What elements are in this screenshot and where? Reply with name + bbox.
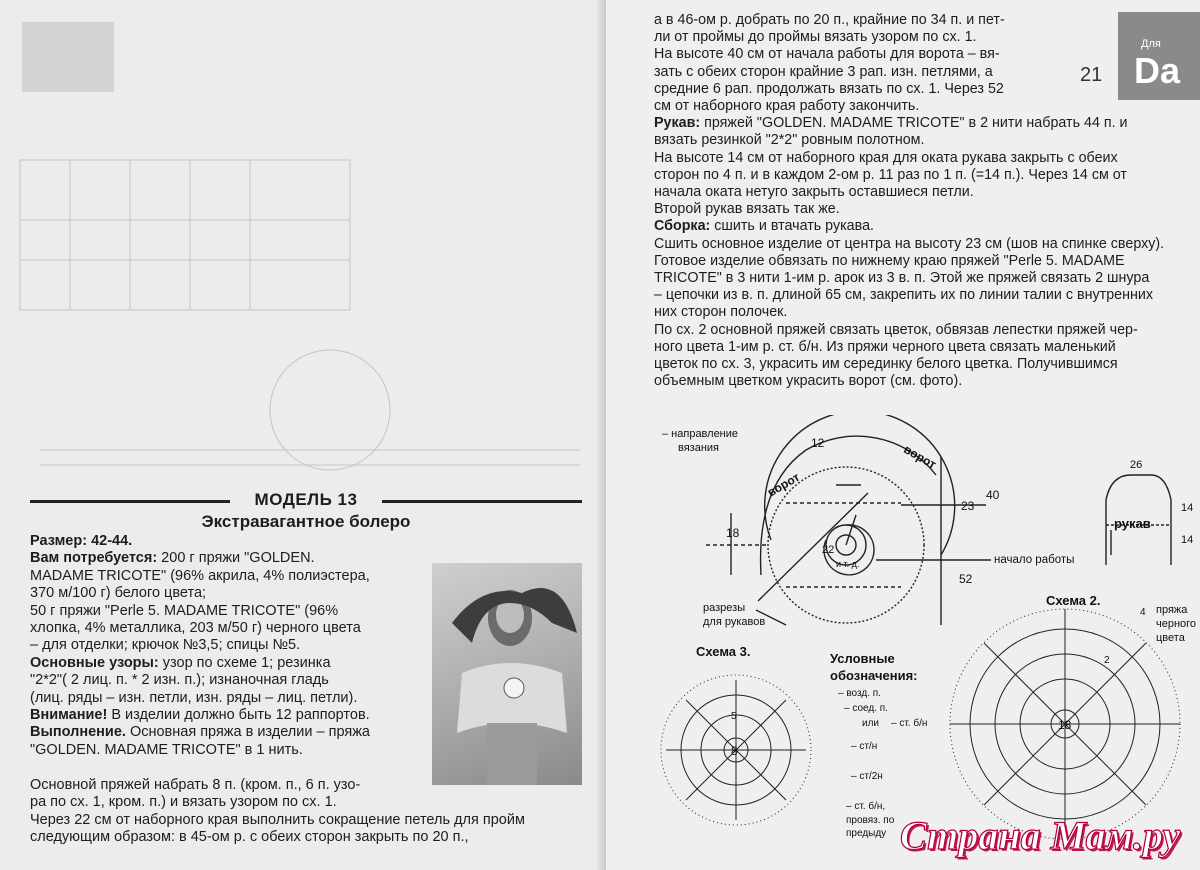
legend-item: или (862, 718, 880, 729)
cuts-label: разрезы (703, 602, 746, 614)
photo-figure (432, 563, 582, 785)
text-line (654, 115, 1200, 132)
scheme-2-note: черного (1156, 618, 1197, 630)
dim-18: 18 (726, 526, 740, 540)
materials-text: 200 г пряжи "GOLDEN. (157, 550, 315, 567)
sleeve-14a: 14 (1181, 502, 1194, 514)
legend (830, 651, 927, 839)
legend-item: – соед. п. (844, 703, 888, 714)
legend-item: – возд. п. (838, 688, 881, 699)
bleed-through-diagram (10, 10, 595, 480)
dim-23: 23 (961, 499, 975, 513)
legend-title: обозначения: (830, 668, 918, 683)
work-line: ра по сх. 1, кром. п.) и вязать узором по сх. 1. (30, 794, 337, 811)
materials-line: 50 г пряжи "Perle 5. MADAME TRICOTE" (96% (30, 602, 339, 619)
materials-line: 370 м/100 г) белого цвета; (30, 585, 207, 602)
text-line: см от наборного края работу закончить. (654, 98, 920, 115)
site-watermark: Страна Мам.ру (900, 813, 1181, 858)
patterns-label: Основные узоры: (30, 654, 159, 671)
patterns-line: "2*2"( 2 лиц. п. * 2 изн. п.); изнаночная гладь (30, 672, 329, 689)
text-line: Сшить основное изделие от центра на высоту 23 см (шов на спинке сверху). (654, 235, 1165, 252)
text-line: зать с обеих сторон крайние 3 рап. изн. петлями, а (654, 63, 993, 80)
text-line: объемным цветком украсить ворот (см. фото). (654, 373, 963, 390)
logo-for-text: Для (1141, 38, 1161, 50)
text-line: ного цвета 1-им р. ст. б/н. Из пряжи черного цвета связать маленький (654, 338, 1116, 355)
start-label: начало работы (994, 554, 1075, 566)
text-line: Готовое изделие обвязать по нижнему краю пряжей "Perle 5. MADAME (654, 252, 1125, 269)
legend-item: – ст. б/н (891, 718, 928, 729)
text-line: Второй рукав вязать так же. (654, 201, 840, 218)
work-line: "GOLDEN. MADAME TRICOTE" в 1 нить. (30, 741, 303, 758)
text-line: начала оката нетуго закрыть оставшиеся петли. (654, 184, 974, 201)
dim-52: 52 (959, 572, 973, 586)
diagrams (606, 415, 1200, 870)
heading-rule-right (382, 500, 582, 503)
pattern-diagram (706, 415, 991, 625)
scheme-2-center: 18 (1058, 718, 1072, 732)
collar-label-left: ворот (765, 469, 803, 500)
text-line: сторон по 4 п. и в каждом 2-ом р. 11 раз по 1 п. (=14 п.). Через 14 см от (654, 166, 1127, 183)
text-line: На высоте 40 см от начала работы для ворота – вя- (654, 46, 1000, 63)
direction-label: вязания (678, 442, 720, 454)
sleeve-label: Рукав: (654, 115, 701, 132)
model-photo (432, 563, 582, 785)
text-line: TRICOTE" в 3 нити 1-им р. арок из 3 в. п. Этой же пряжей связать 2 шнура (654, 270, 1150, 287)
cuts-label: для рукавов (703, 616, 766, 628)
legend-item: – ст/н (851, 741, 878, 752)
text-line: вязать резинкой "2*2" ровным полотном. (654, 132, 925, 149)
work-text: Основная пряжа в изделии – пряжа (125, 724, 370, 741)
model-heading (30, 490, 582, 512)
work-line: Основной пряжей набрать 8 п. (кром. п., 6 п. узо- (30, 777, 361, 793)
materials-label: Вам потребуется: (30, 550, 158, 567)
text-line: цветок по сх. 3, украсить им серединку белого цветка. Получившимся (654, 356, 1118, 373)
patterns-line (30, 655, 410, 672)
patterns-line: (лиц. ряды – изн. петли, изн. ряды – лиц. петли). (30, 689, 358, 706)
instructions-wide (30, 777, 585, 847)
scheme-3-petal: 5 (731, 711, 737, 722)
instructions-left-column (30, 533, 410, 759)
text-line: – цепочки из в. п. длиной 65 см, закрепить их по линии талии с внутренних (654, 287, 1154, 304)
center-label: и т. д. (836, 559, 860, 569)
work-label: Выполнение. (30, 724, 126, 741)
scheme-2-note: пряжа (1156, 604, 1188, 616)
legend-item: предыду (846, 828, 887, 839)
legend-title: Условные (830, 651, 895, 666)
right-page (606, 0, 1200, 870)
scheme-2-n4: 4 (1140, 607, 1146, 618)
dim-40: 40 (986, 488, 1000, 502)
text-line: На высоте 14 см от наборного края для оката рукава закрыть с обеих (654, 149, 1118, 166)
materials-line: – для отделки; крючок №3,5; спицы №5. (30, 637, 301, 654)
model-subtitle: Экстравагантное болеро (201, 512, 411, 531)
scheme-2-n2: 2 (1104, 655, 1110, 666)
scheme-3-title: Схема 3. (696, 644, 751, 659)
attention-line (30, 707, 410, 724)
legend-item: провяз. по (846, 815, 895, 826)
text-line (654, 218, 1200, 235)
attention-text: В изделии должно быть 12 раппортов. (107, 707, 370, 724)
text-line: них сторон полочек. (654, 304, 788, 321)
collar-label-right: ворот (901, 442, 939, 472)
work-line: Через 22 см от наборного края выполнить сокращение петель для пройм (30, 811, 525, 828)
sleeve-text: пряжей "GOLDEN. MADAME TRICOTE" в 2 нити набрать 44 п. и (700, 115, 1128, 132)
materials-line: MADAME TRICOTE" (96% акрила, 4% полиэстера, (30, 567, 370, 584)
dim-22: 22 (822, 544, 835, 556)
sleeve-14b: 14 (1181, 534, 1194, 546)
attention-label: Внимание! (30, 707, 108, 724)
text-line: ли от проймы до проймы вязать узором по сх. 1. (654, 29, 977, 46)
text-line: По сх. 2 основной пряжей связать цветок, обвязав лепестки пряжей чер- (654, 321, 1138, 338)
assembly-text: сшить и втачать рукава. (710, 218, 874, 235)
patterns-text: узор по схеме 1; резинка (158, 654, 331, 671)
page-number: 21 (1080, 64, 1103, 86)
materials-line: хлопка, 4% металлика, 203 м/50 г) черного цвета (30, 620, 361, 637)
logo-da-text: Da (1134, 50, 1181, 91)
legend-item: – ст. б/н, (846, 801, 886, 812)
direction-label: – направление (662, 428, 739, 440)
work-line (30, 724, 410, 741)
legend-item: – ст/2н (851, 771, 883, 782)
scheme-3-center: 8 (731, 744, 738, 758)
dim-12: 12 (811, 436, 825, 450)
sleeve-label: рукав (1114, 516, 1151, 531)
work-line: следующим образом: в 45-ом р. с обеих сторон закрыть по 20 п., (30, 829, 469, 846)
scheme-2-note: цвета (1156, 632, 1185, 644)
materials-line (30, 550, 410, 567)
model-title: МОДЕЛЬ 13 (254, 490, 358, 509)
text-line: средние 6 рап. продолжать вязать по сх. 1. Через 52 (654, 80, 1004, 97)
scheme-2-title: Схема 2. (1046, 593, 1101, 608)
size-line: Размер: 42-44. (30, 533, 133, 549)
text-line: а в 46-ом р. добрать по 20 п., крайние по 34 п. и пет- (654, 12, 1005, 28)
sleeve-26: 26 (1130, 459, 1143, 471)
assembly-label: Сборка: (654, 218, 711, 235)
